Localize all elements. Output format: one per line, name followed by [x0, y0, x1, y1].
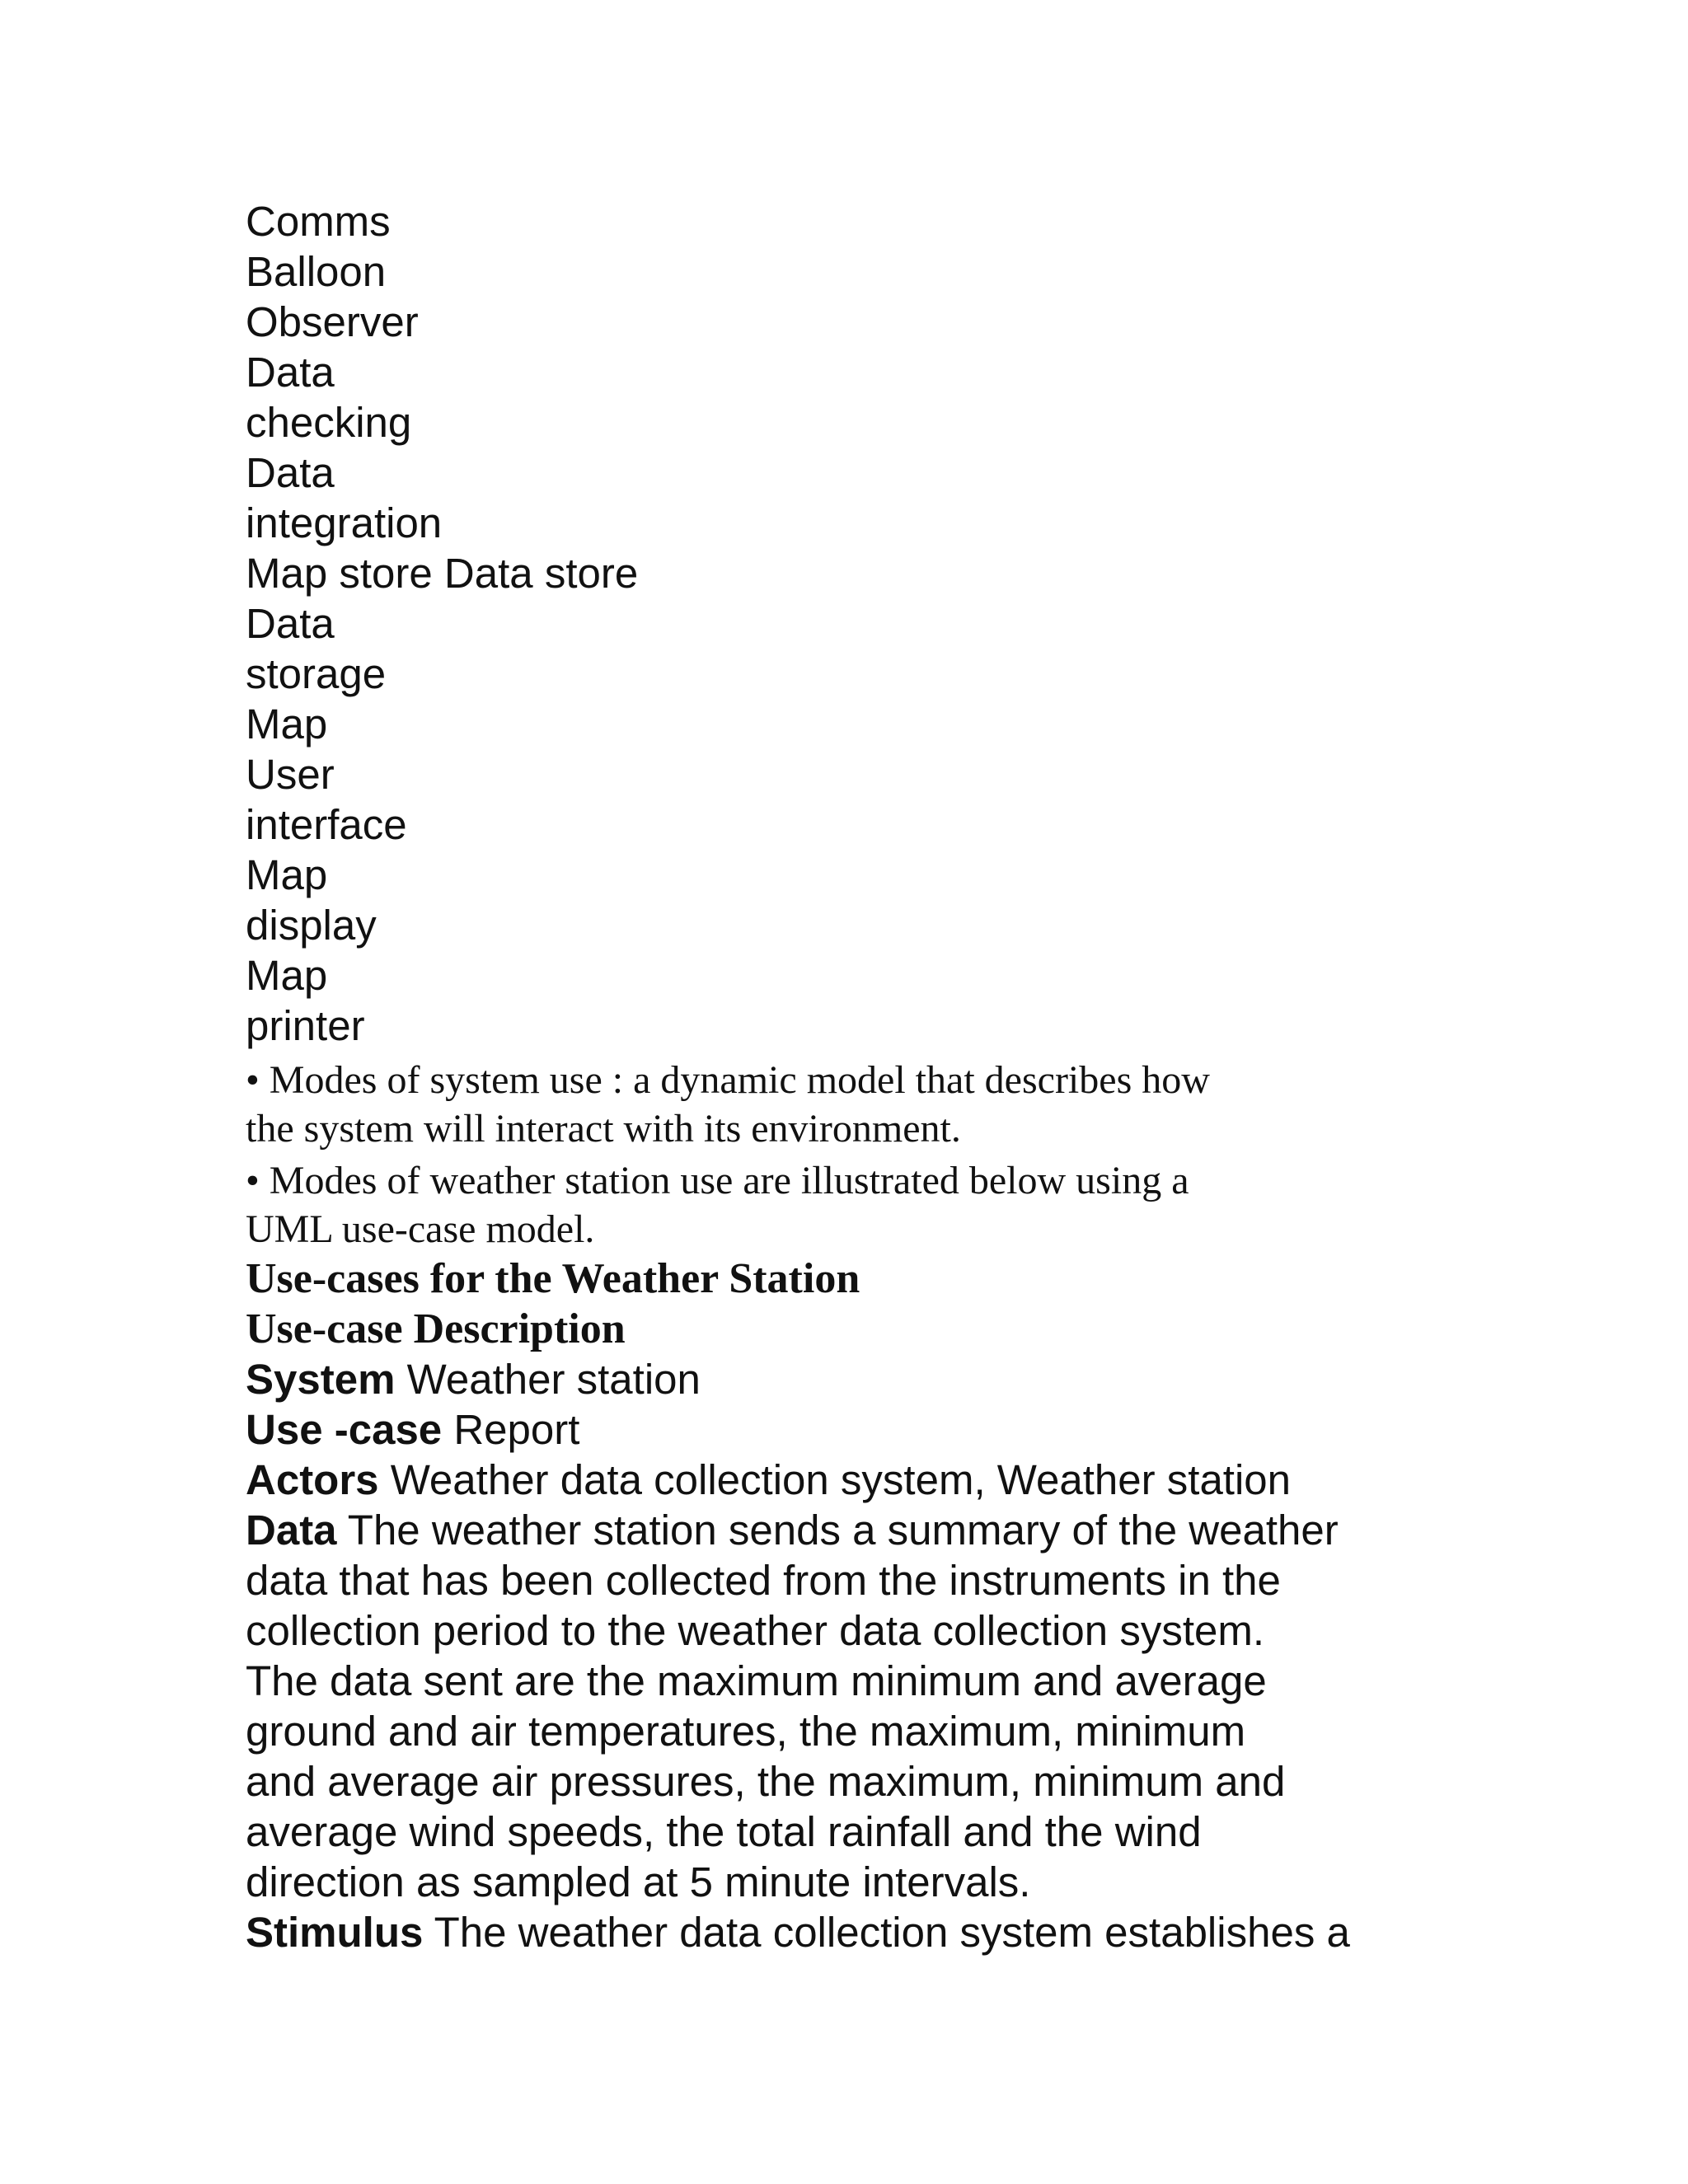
heading-use-cases: Use-cases for the Weather Station — [246, 1255, 860, 1302]
diagram-label: Map — [246, 952, 328, 999]
diagram-label: display — [246, 902, 377, 949]
diagram-label: Comms — [246, 198, 391, 245]
use-case-description — [246, 1354, 1498, 1957]
bullet-item-uml-model — [246, 1156, 1498, 1254]
field-value: Weather station — [395, 1356, 701, 1403]
bullet-item-modes-of-use — [246, 1056, 1498, 1153]
bullet-line: • Modes of weather station use are illustrated below using a — [246, 1159, 1189, 1202]
diagram-label: Balloon — [246, 248, 387, 295]
bullet-line: UML use-case model. — [246, 1207, 595, 1251]
diagram-label: Data — [246, 449, 335, 496]
diagram-label: Data — [246, 349, 335, 396]
field-system — [246, 1354, 1498, 1404]
document-page — [246, 196, 1498, 1957]
field-value-line: The data sent are the maximum minimum and average — [246, 1657, 1267, 1704]
field-value: Report — [442, 1406, 580, 1453]
diagram-label-list — [246, 196, 1498, 1051]
diagram-label: integration — [246, 499, 443, 546]
field-actors — [246, 1455, 1498, 1505]
field-label: Actors — [246, 1456, 379, 1503]
diagram-label: storage — [246, 650, 387, 697]
heading-use-case-description: Use-case Description — [246, 1305, 626, 1352]
field-value-line: ground and air temperatures, the maximum, minimum — [246, 1708, 1246, 1755]
field-stimulus — [246, 1907, 1498, 1957]
field-value-line: average wind speeds, the total rainfall and the wind — [246, 1808, 1202, 1855]
diagram-label: Map — [246, 701, 328, 748]
diagram-label: Data — [246, 600, 335, 647]
field-label: Data — [246, 1507, 337, 1554]
diagram-label: Map — [246, 851, 328, 898]
diagram-label: interface — [246, 801, 407, 848]
field-value: The weather data collection system establishes a — [423, 1909, 1350, 1956]
diagram-label: checking — [246, 399, 412, 446]
field-data — [246, 1505, 1498, 1907]
field-value: Weather data collection system, Weather station — [378, 1456, 1292, 1503]
field-value: The weather station sends a summary of the weather — [336, 1507, 1339, 1554]
diagram-label: printer — [246, 1002, 365, 1049]
field-label: Use -case — [246, 1406, 443, 1453]
field-use-case — [246, 1404, 1498, 1455]
bullet-line: the system will interact with its environment. — [246, 1107, 961, 1151]
field-value-line: and average air pressures, the maximum, minimum and — [246, 1758, 1286, 1805]
diagram-label: Map store Data store — [246, 550, 639, 597]
bullet-line: • Modes of system use : a dynamic model that describes how — [246, 1058, 1210, 1102]
field-label: Stimulus — [246, 1909, 424, 1956]
field-value-line: data that has been collected from the instruments in the — [246, 1557, 1281, 1604]
field-value-line: direction as sampled at 5 minute intervals. — [246, 1858, 1031, 1905]
field-label: System — [246, 1356, 396, 1403]
field-value-line: collection period to the weather data collection system. — [246, 1607, 1265, 1654]
diagram-label: User — [246, 751, 335, 798]
diagram-label: Observer — [246, 298, 419, 345]
